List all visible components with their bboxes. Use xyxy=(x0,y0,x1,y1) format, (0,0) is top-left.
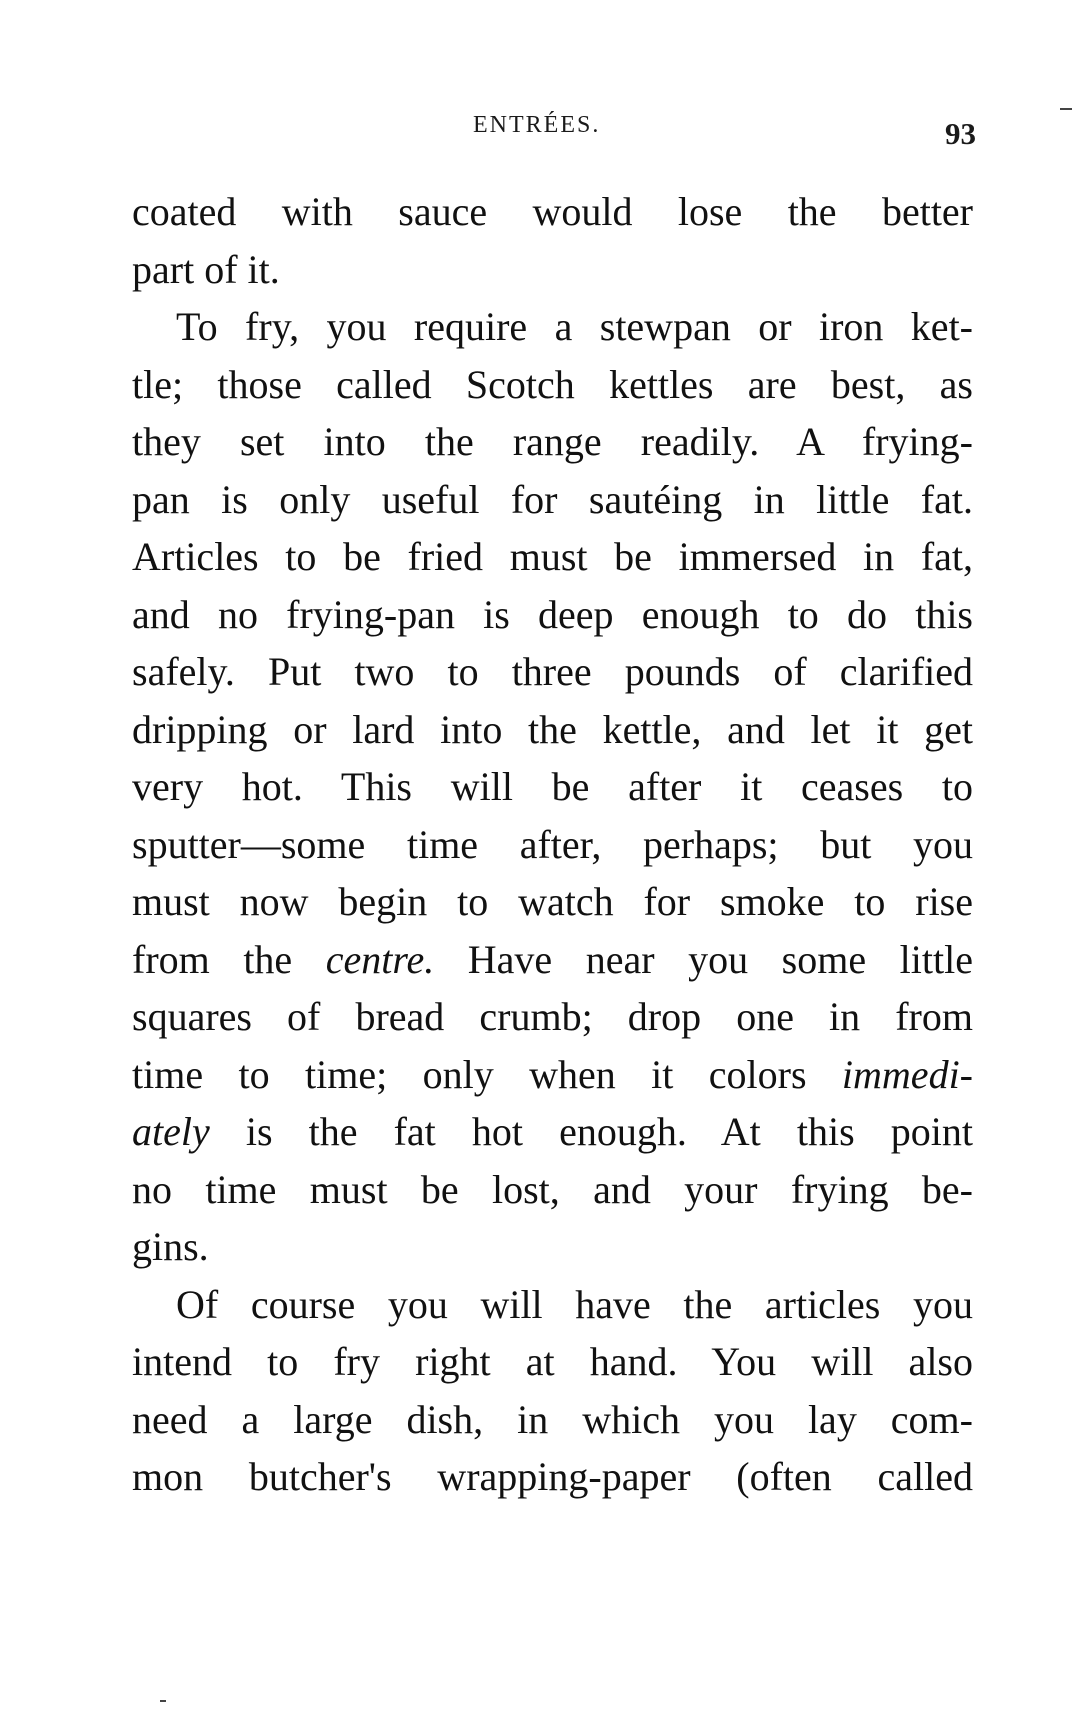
text-line: gins. xyxy=(132,1224,209,1269)
text-line: need a large dish, in which you lay com- xyxy=(132,1396,973,1442)
body-text xyxy=(132,183,973,1506)
text-span: Have near you some little xyxy=(434,936,973,982)
text-line: coated with sauce would lose the better xyxy=(132,189,973,234)
italic-text: immedi- xyxy=(841,1051,973,1097)
text-line: mon butcher's wrapping-paper (often called xyxy=(132,1454,973,1499)
text-line: safely. Put two to three pounds of clarified xyxy=(132,649,973,694)
text-line: part of it. xyxy=(132,246,280,292)
text-line xyxy=(132,1046,973,1104)
text-span: from the xyxy=(132,936,326,982)
running-head: ENTRÉES. xyxy=(473,112,601,138)
text-span: is the fat hot enough. At this point xyxy=(209,1109,973,1154)
text-line: must now begin to watch for smoke to rise xyxy=(132,879,973,924)
italic-text: centre. xyxy=(325,936,435,982)
text-line: pan is only useful for sautéing in little fat. xyxy=(132,476,973,522)
text-line: they set into the range readily. A frying- xyxy=(132,419,973,464)
italic-text: ately xyxy=(132,1109,210,1154)
text-span: time to time; only when it colors xyxy=(132,1051,842,1097)
text-line: squares of bread crumb; drop one in from xyxy=(132,994,973,1039)
text-line xyxy=(132,1103,973,1161)
text-line: dripping or lard into the kettle, and let it get xyxy=(132,706,973,752)
text-line: sputter—some time after, perhaps; but you xyxy=(132,821,973,867)
ink-speck xyxy=(1060,108,1072,110)
text-line: To fry, you require a stewpan or iron ket- xyxy=(176,304,973,349)
text-line: Of course you will have the articles you xyxy=(176,1281,973,1327)
text-line: tle; those called Scotch kettles are best, as xyxy=(132,361,973,407)
page-number: 93 xyxy=(945,116,976,151)
text-line: and no frying-pan is deep enough to do this xyxy=(132,591,973,637)
ink-speck xyxy=(160,1700,166,1702)
text-line: very hot. This will be after it ceases to xyxy=(132,764,973,809)
text-line xyxy=(132,931,973,989)
text-line: no time must be lost, and your frying be- xyxy=(132,1166,973,1212)
text-line: Articles to be fried must be immersed in fat, xyxy=(132,534,973,579)
text-line: intend to fry right at hand. You will also xyxy=(132,1339,973,1384)
